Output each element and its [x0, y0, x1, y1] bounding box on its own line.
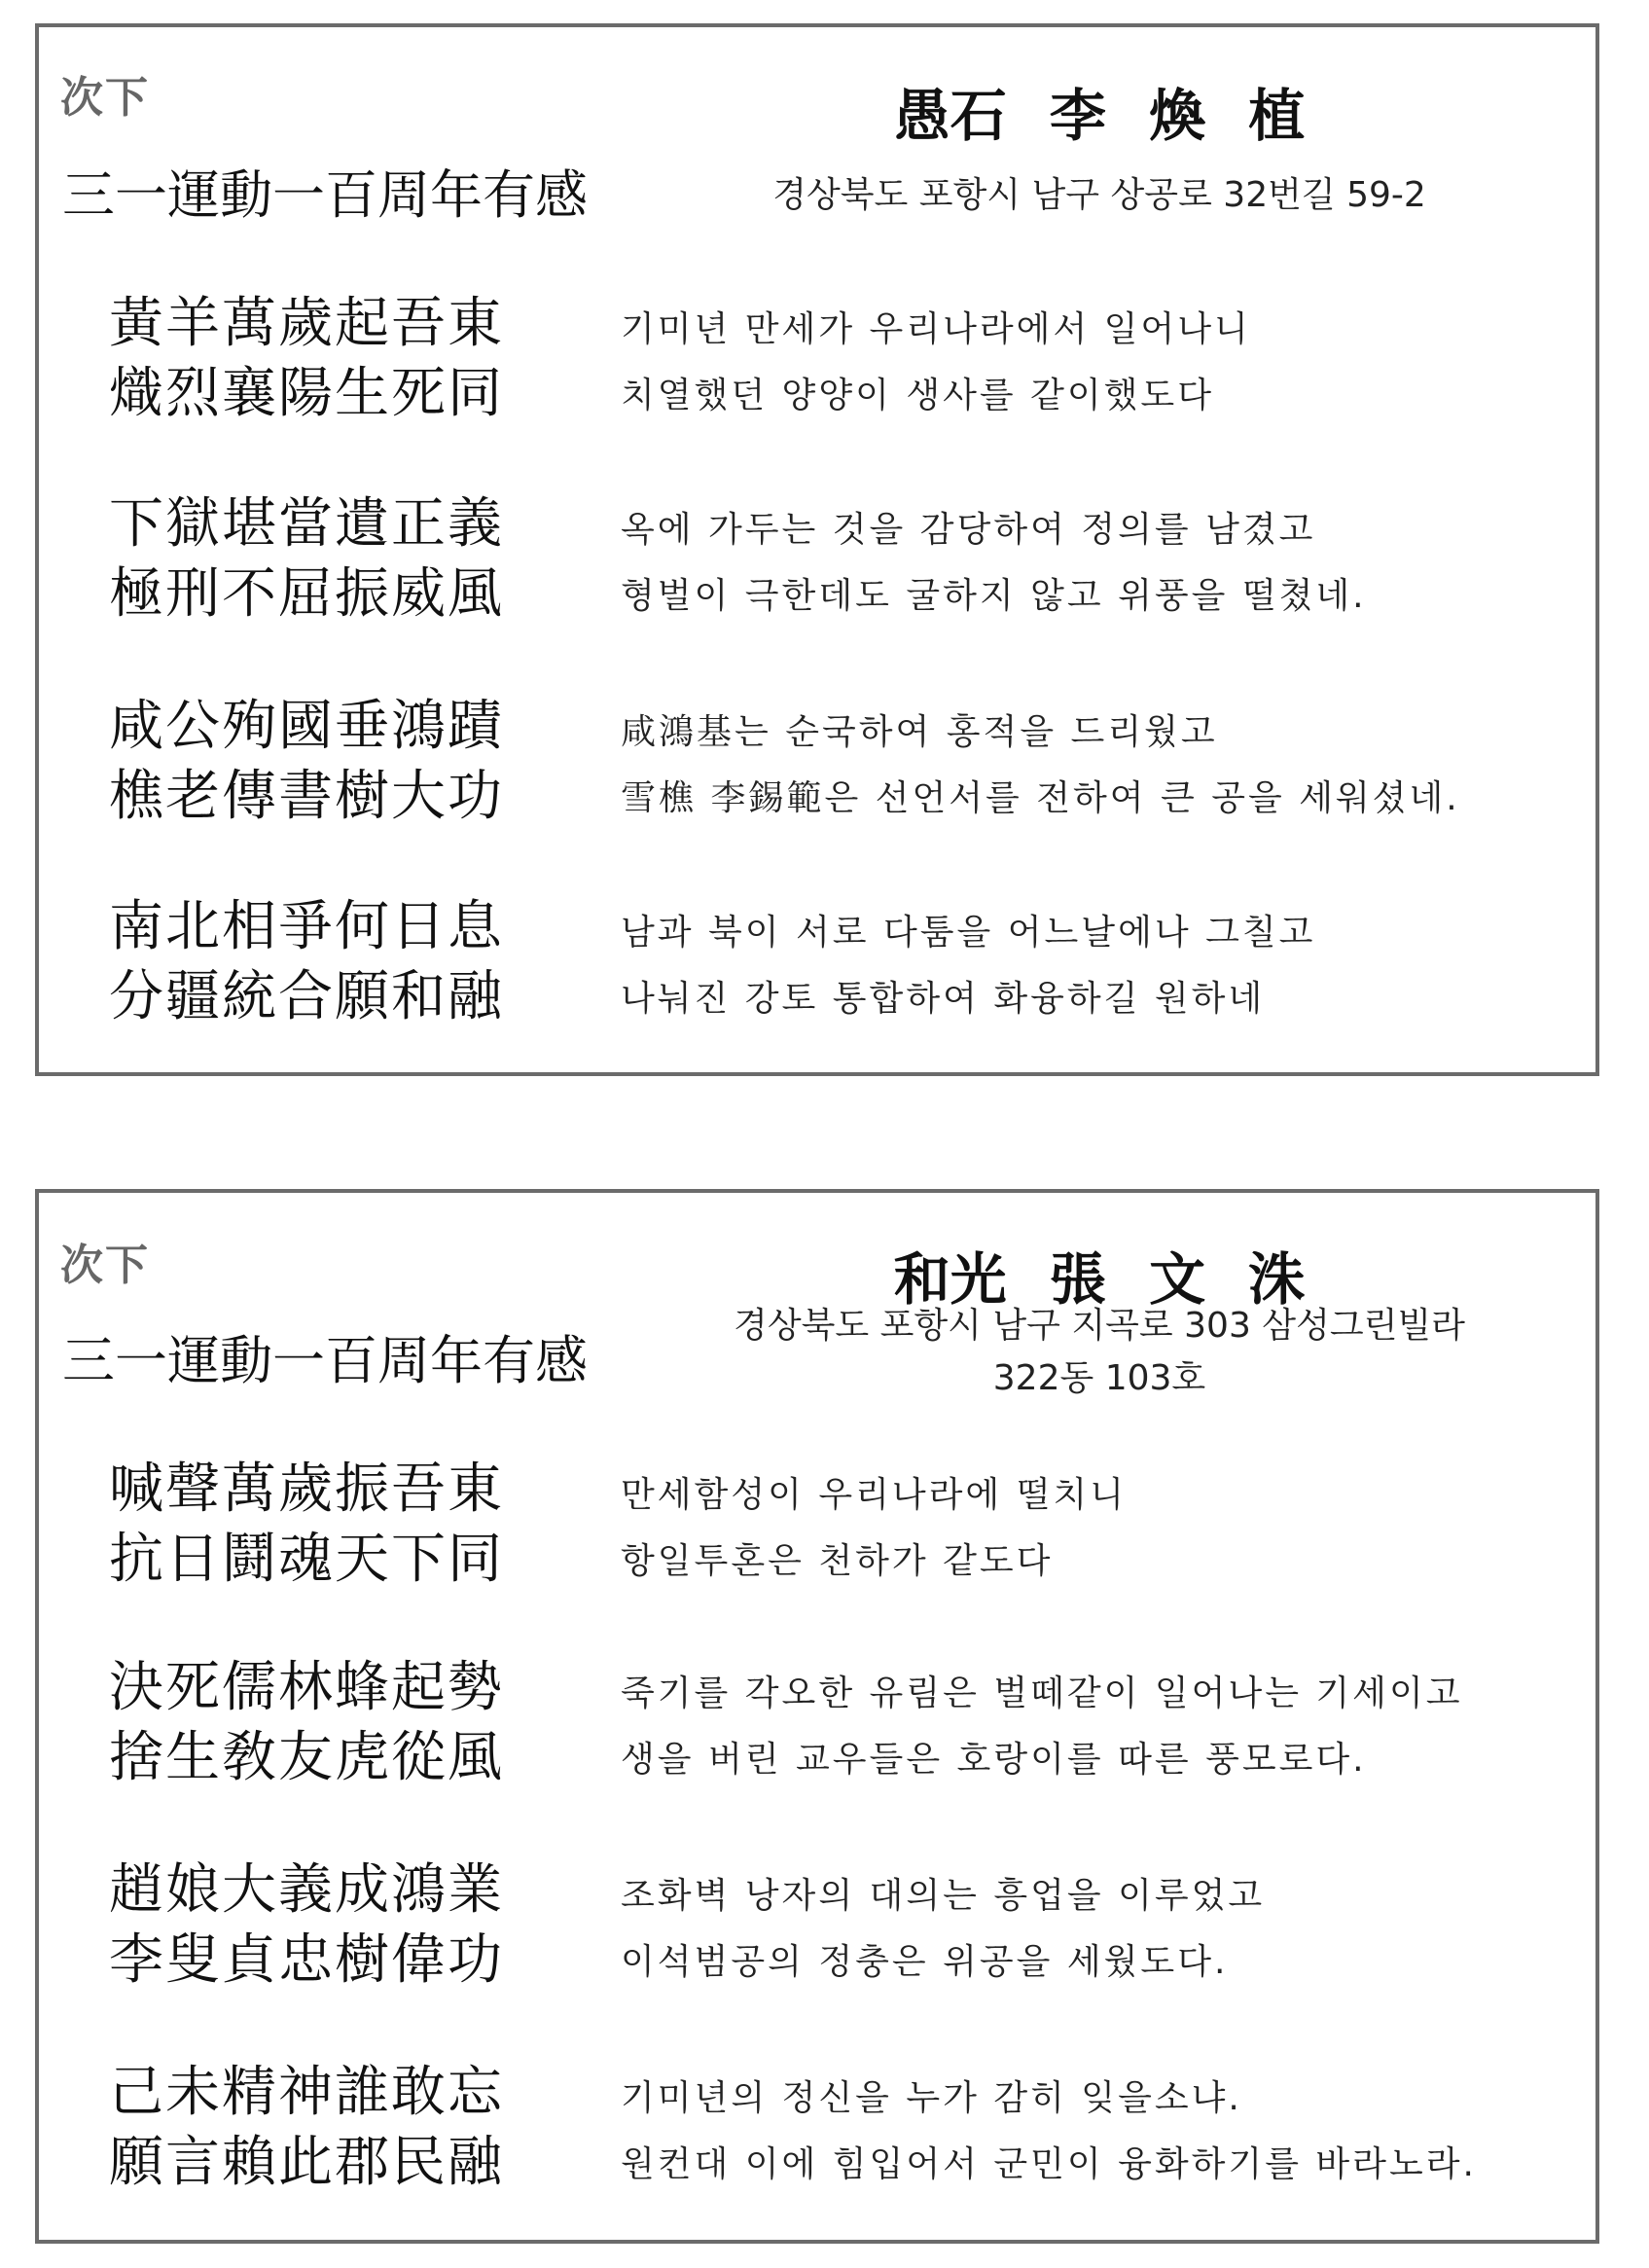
address-line: 경상북도 포항시 남구 상공로 32번길 59-2 [772, 175, 1426, 215]
hanja-line: 決死儒林蜂起勢 [109, 1656, 504, 1719]
korean-translation-line: 만세함성이 우리나라에 떨치니 [621, 1475, 1127, 1515]
rank-label: 次下 [60, 73, 150, 123]
hanja-line: 熾烈襄陽生死同 [109, 362, 504, 425]
author-name: 和光 張 文 洙 [893, 1246, 1306, 1313]
hanja-line: 南北相爭何日息 [109, 895, 504, 958]
korean-translation-line: 기미년의 정신을 누가 감히 잊을소냐. [621, 2078, 1242, 2118]
hanja-line: 黃羊萬歲起吾東 [109, 292, 504, 355]
korean-translation-line: 원컨대 이에 힘입어서 군민이 융화하기를 바라노라. [621, 2144, 1477, 2184]
poem-topic: 三一運動一百周年有感 [62, 164, 588, 226]
hanja-line: 樵老傳書樹大功 [109, 765, 504, 828]
hanja-line: 咸公殉國垂鴻蹟 [109, 695, 504, 758]
poem-topic: 三一運動一百周年有感 [62, 1330, 588, 1391]
hanja-line: 抗日鬪魂天下同 [109, 1528, 504, 1591]
korean-translation-line: 남과 북이 서로 다툼을 어느날에나 그칠고 [621, 913, 1316, 953]
korean-translation-line: 옥에 가두는 것을 감당하여 정의를 남겼고 [621, 510, 1316, 550]
korean-translation-line: 치열했던 양양이 생사를 같이했도다 [621, 376, 1214, 415]
hanja-line: 分疆統合願和融 [109, 965, 504, 1028]
hanja-line: 捨生敎友虎從風 [109, 1726, 504, 1789]
korean-translation-line: 雪樵 李錫範은 선언서를 전하여 큰 공을 세워셨네. [621, 778, 1460, 818]
address-line: 322동 103호 [992, 1358, 1206, 1398]
korean-translation-line: 기미년 만세가 우리나라에서 일어나니 [621, 309, 1251, 349]
poem-card [35, 1189, 1599, 2244]
korean-translation-line: 생을 버린 교우들은 호랑이를 따른 풍모로다. [621, 1740, 1367, 1780]
hanja-line: 趙娘大義成鴻業 [109, 1858, 504, 1922]
hanja-line: 下獄堪當遺正義 [109, 492, 504, 556]
korean-translation-line: 항일투혼은 천하가 같도다 [621, 1541, 1054, 1581]
hanja-line: 己未精神誰敢忘 [109, 2061, 504, 2124]
rank-label: 次下 [60, 1241, 150, 1290]
korean-translation-line: 죽기를 각오한 유림은 벌떼같이 일어나는 기세이고 [621, 1674, 1463, 1713]
author-name: 愚石 李 煥 植 [893, 83, 1306, 149]
korean-translation-line: 형벌이 극한데도 굴하지 않고 위풍을 떨쳤네. [621, 576, 1367, 616]
hanja-line: 願言賴此郡民融 [109, 2131, 504, 2194]
korean-translation-line: 이석범공의 정충은 위공을 세웠도다. [621, 1942, 1229, 1982]
address-line: 경상북도 포항시 남구 지곡로 303 삼성그린빌라 [734, 1306, 1465, 1346]
hanja-line: 極刑不屈振威風 [109, 562, 504, 626]
korean-translation-line: 조화벽 낭자의 대의는 흥업을 이루었고 [621, 1876, 1266, 1916]
hanja-line: 李叟貞忠樹偉功 [109, 1928, 504, 1992]
poem-card [35, 23, 1599, 1076]
korean-translation-line: 나눠진 강토 통합하여 화융하길 원하네 [621, 979, 1266, 1019]
author-address [662, 1300, 1537, 1405]
author-address [662, 169, 1537, 222]
hanja-line: 喊聲萬歲振吾東 [109, 1458, 504, 1521]
korean-translation-line: 咸鴻基는 순국하여 홍적을 드리웠고 [621, 712, 1218, 752]
